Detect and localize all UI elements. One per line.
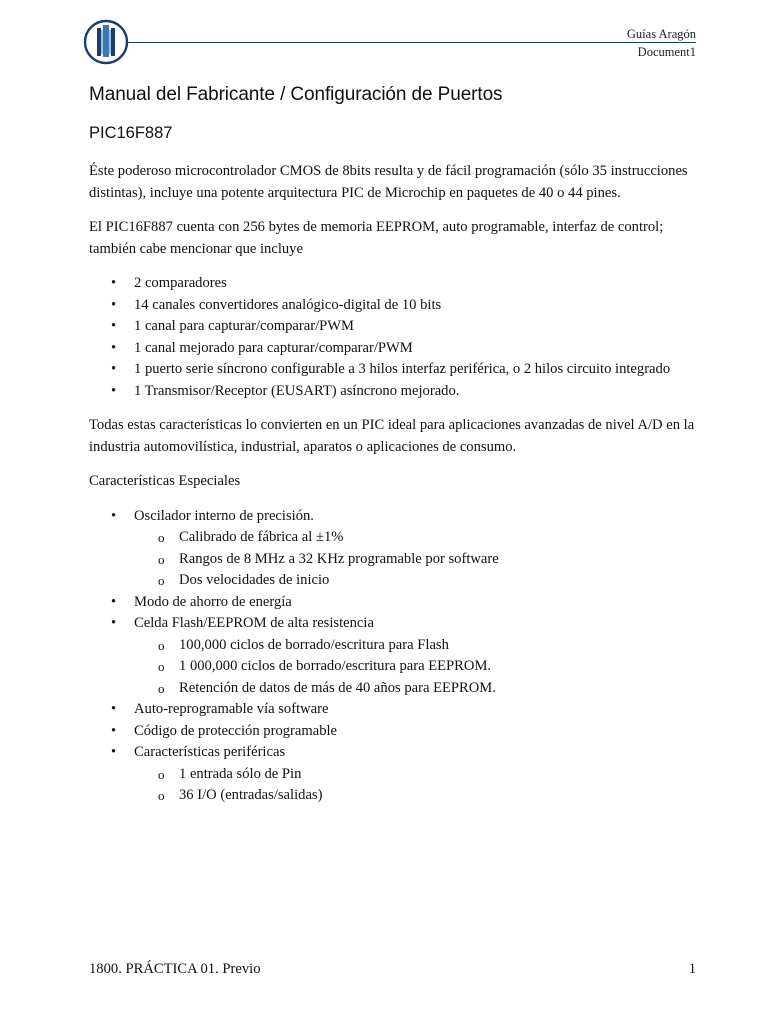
intro-paragraph: Éste poderoso microcontrolador CMOS de 8bits resulta y de fácil programación (sólo 35 instrucciones distintas), incluye una potente arquitectura PIC de Microchip en paquetes de 40 o 44 pines. <box>89 163 688 201</box>
circle-bullet-icon: o <box>158 637 165 653</box>
circle-bullet-icon: o <box>158 530 165 545</box>
special-features-list <box>89 506 701 807</box>
company-logo <box>83 19 129 65</box>
footer-label: 1800. PRÁCTICA 01. Previo <box>89 961 261 977</box>
document-title: Manual del Fabricante / Configuración de Puertos <box>89 84 503 105</box>
sub-list <box>134 527 701 592</box>
header-rule <box>128 42 696 43</box>
list-item: • Modo de ahorro de energía <box>89 592 701 614</box>
list-item: • 1 Transmisor/Receptor (EUSART) asíncrono mejorado. <box>89 381 701 403</box>
list-item: • 14 canales convertidores analógico-digital de 10 bits <box>89 295 701 317</box>
list-item: • 1 canal para capturar/comparar/PWM <box>89 316 701 338</box>
circle-bullet-icon: o <box>158 680 165 696</box>
bullet-icon: • <box>111 722 117 739</box>
circle-bullet-icon: o <box>158 788 165 803</box>
summary-paragraph: Todas estas características lo convierten en un PIC ideal para aplicaciones avanzadas de nivel A/D en la industria automovilística, industrial, aparatos o aplicaciones de consumo. <box>89 417 695 455</box>
bullet-icon: • <box>111 701 117 717</box>
list-item: • Código de protección programable <box>89 721 701 743</box>
sub-list-item: o 1 entrada sólo de Pin <box>89 764 701 786</box>
circle-bullet-icon: o <box>158 573 165 588</box>
document-body <box>89 84 701 820</box>
bullet-icon: • <box>111 744 117 760</box>
bullet-icon: • <box>111 507 117 524</box>
bullet-icon: • <box>111 275 117 291</box>
header-document-name: Document1 <box>637 45 696 59</box>
sub-list-item: o Calibrado de fábrica al ±1% <box>89 527 701 549</box>
bullet-icon: • <box>111 318 117 334</box>
list-item: • 1 canal mejorado para capturar/comparar/PWM <box>89 338 701 360</box>
header-company-name: Guías Aragón <box>626 27 696 41</box>
list-item: • Celda Flash/EEPROM de alta resistencia o 100,000 ciclos de borrado/escritura para Flash o 1 000,000 ciclos de borrado/escritura para EEPROM. o Retención de datos de más de 40 años para EEPROM. <box>89 613 701 699</box>
list-item: • 2 comparadores <box>89 273 701 295</box>
special-heading: Características Especiales <box>89 473 241 489</box>
bullet-icon: • <box>111 339 117 356</box>
page-number: 1 <box>688 961 696 977</box>
list-item: • 1 puerto serie síncrono configurable a 3 hilos interfaz periférica, o 2 hilos circuito integrado <box>89 359 701 381</box>
bullet-icon: • <box>111 615 117 631</box>
list-item: • Auto-reprogramable vía software <box>89 699 701 721</box>
sub-list-item: o Retención de datos de más de 40 años para EEPROM. <box>89 678 701 700</box>
sub-list-item: o Rangos de 8 MHz a 32 KHz programable por software <box>89 549 701 571</box>
memory-paragraph: El PIC16F887 cuenta con 256 bytes de memoria EEPROM, auto programable, interfaz de control; también cabe mencionar que incluye <box>89 219 664 257</box>
circle-bullet-icon: o <box>158 659 165 674</box>
list-item: • Características periféricas o 1 entrada sólo de Pin o 36 I/O (entradas/salidas) <box>89 742 701 807</box>
bullet-icon: • <box>111 296 117 313</box>
bullet-icon: • <box>111 593 117 610</box>
bullet-icon: • <box>111 382 117 399</box>
circle-bullet-icon: o <box>158 551 165 567</box>
sub-list-item: o 1 000,000 ciclos de borrado/escritura para EEPROM. <box>89 656 701 678</box>
document-subtitle: PIC16F887 <box>89 124 173 142</box>
circle-bullet-icon: o <box>158 766 165 782</box>
sub-list <box>134 635 701 700</box>
bullet-icon: • <box>111 361 117 377</box>
sub-list <box>134 764 701 807</box>
features-list <box>89 273 701 402</box>
sub-list-item: o Dos velocidades de inicio <box>89 570 701 592</box>
sub-list-item: o 100,000 ciclos de borrado/escritura para Flash <box>89 635 701 657</box>
sub-list-item: o 36 I/O (entradas/salidas) <box>89 785 701 807</box>
list-item: • Oscilador interno de precisión. o Calibrado de fábrica al ±1% o Rangos de 8 MHz a 32 KHz programable por software o Dos velocidades de inicio <box>89 506 701 592</box>
